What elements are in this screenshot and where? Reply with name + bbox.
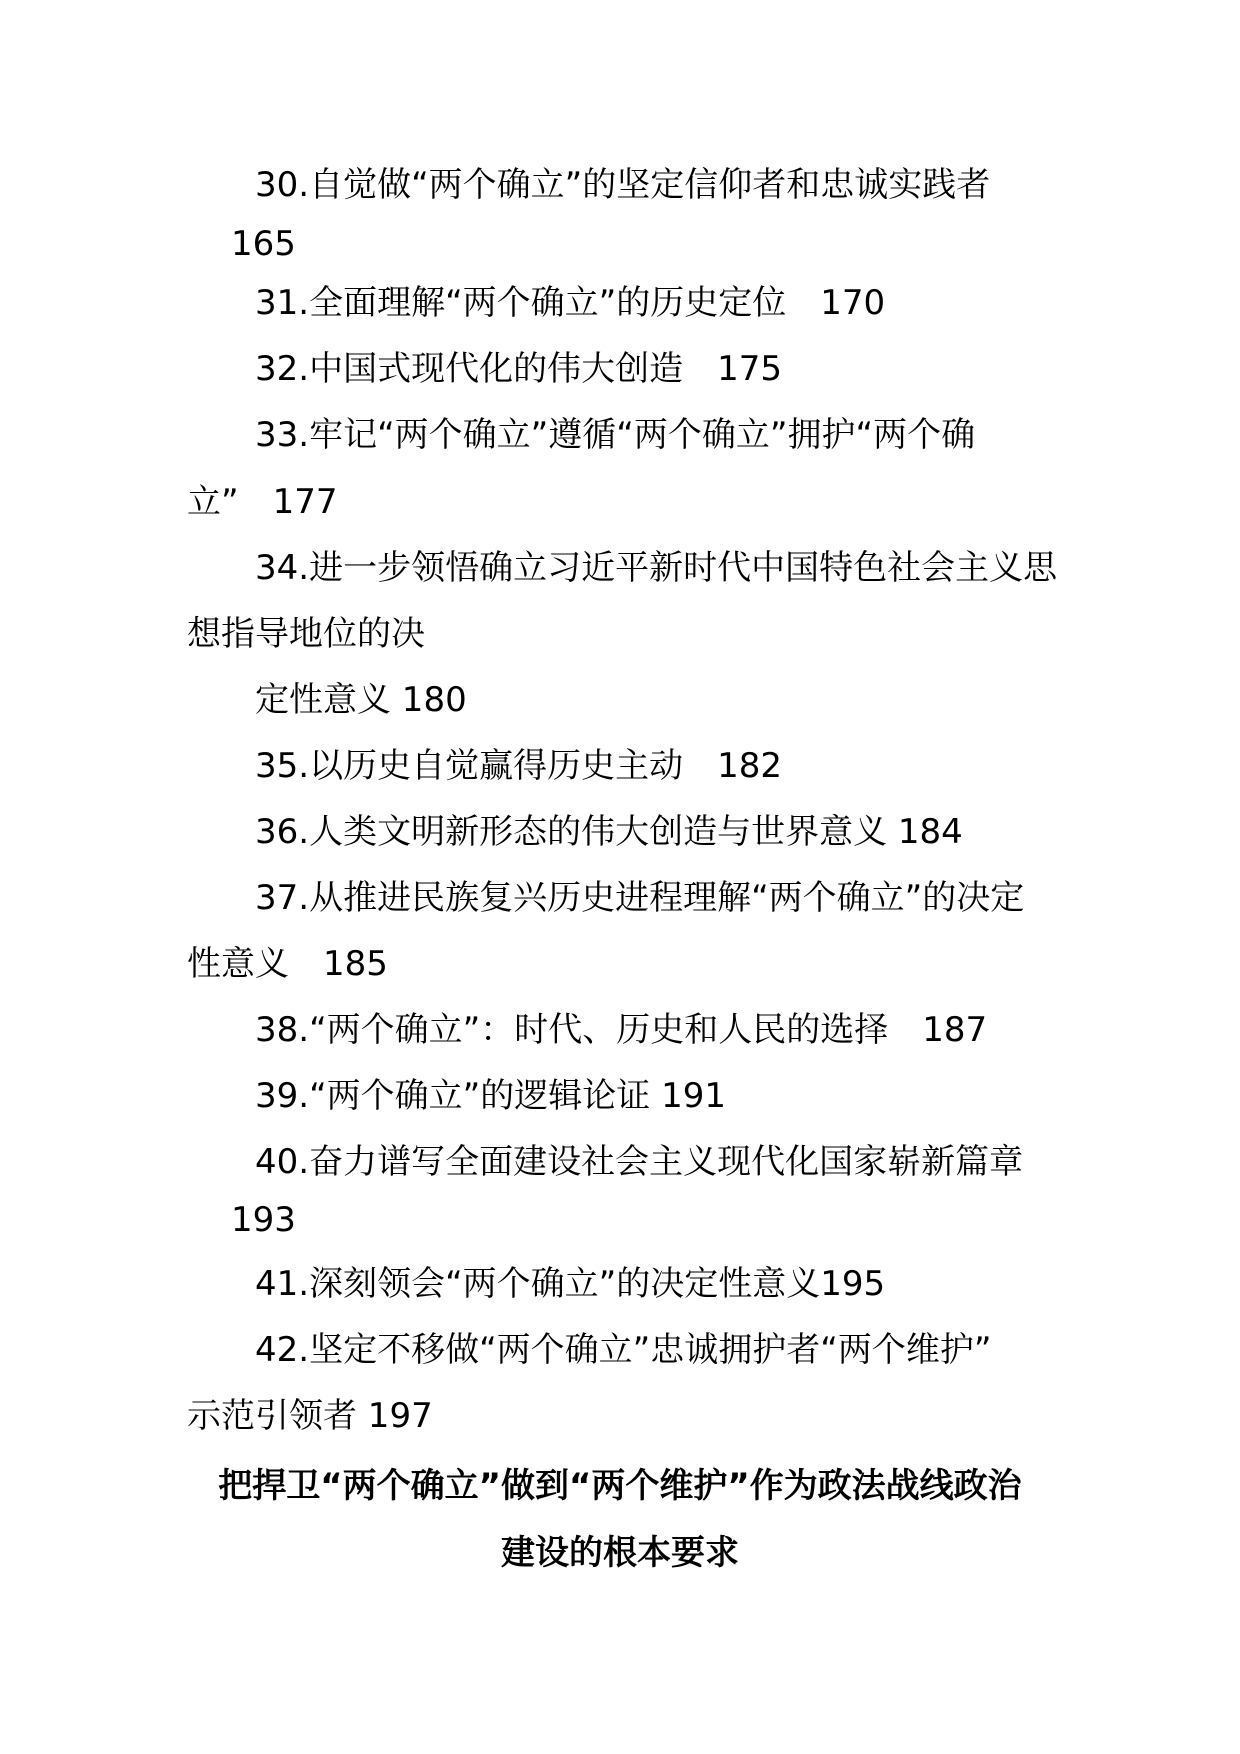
section-heading-line-1: 把捍卫“两个确立”做到“两个维护”作为政法战线政治 (218, 1466, 1022, 1506)
toc-line-42-cont: 示范引领者 197 (187, 1396, 433, 1436)
toc-line-33-cont: 立” 177 (187, 482, 338, 522)
toc-line-39: 39.“两个确立”的逻辑论证 191 (255, 1076, 727, 1116)
toc-line-34-cont: 想指导地位的决 (187, 614, 425, 654)
toc-line-40-page: 193 (231, 1200, 296, 1240)
toc-line-37: 37.从推进民族复兴历史进程理解“两个确立”的决定 (255, 878, 1025, 918)
toc-line-33: 33.牢记“两个确立”遵循“两个确立”拥护“两个确 (255, 415, 976, 455)
section-heading-line-2: 建设的根本要求 (501, 1533, 739, 1573)
toc-line-32: 32.中国式现代化的伟大创造 175 (255, 349, 782, 389)
toc-line-40: 40.奋力谱写全面建设社会主义现代化国家崭新篇章 (255, 1142, 1024, 1182)
toc-line-30: 30.自觉做“两个确立”的坚定信仰者和忠诚实践者 (255, 165, 991, 205)
toc-line-35: 35.以历史自觉赢得历史主动 182 (255, 746, 782, 786)
toc-line-34-page: 定性意义 180 (255, 680, 467, 720)
toc-line-41: 41.深刻领会“两个确立”的决定性意义195 (255, 1264, 886, 1304)
toc-line-30-page: 165 (231, 224, 296, 264)
toc-line-31: 31.全面理解“两个确立”的历史定位 170 (255, 283, 886, 323)
toc-line-42: 42.坚定不移做“两个确立”忠诚拥护者“两个维护” (255, 1330, 992, 1370)
toc-line-38: 38.“两个确立”：时代、历史和人民的选择 187 (255, 1010, 988, 1050)
toc-line-36: 36.人类文明新形态的伟大创造与世界意义 184 (255, 812, 963, 852)
toc-line-34: 34.进一步领悟确立习近平新时代中国特色社会主义思 (255, 548, 1058, 588)
toc-line-37-cont: 性意义 185 (187, 944, 388, 984)
